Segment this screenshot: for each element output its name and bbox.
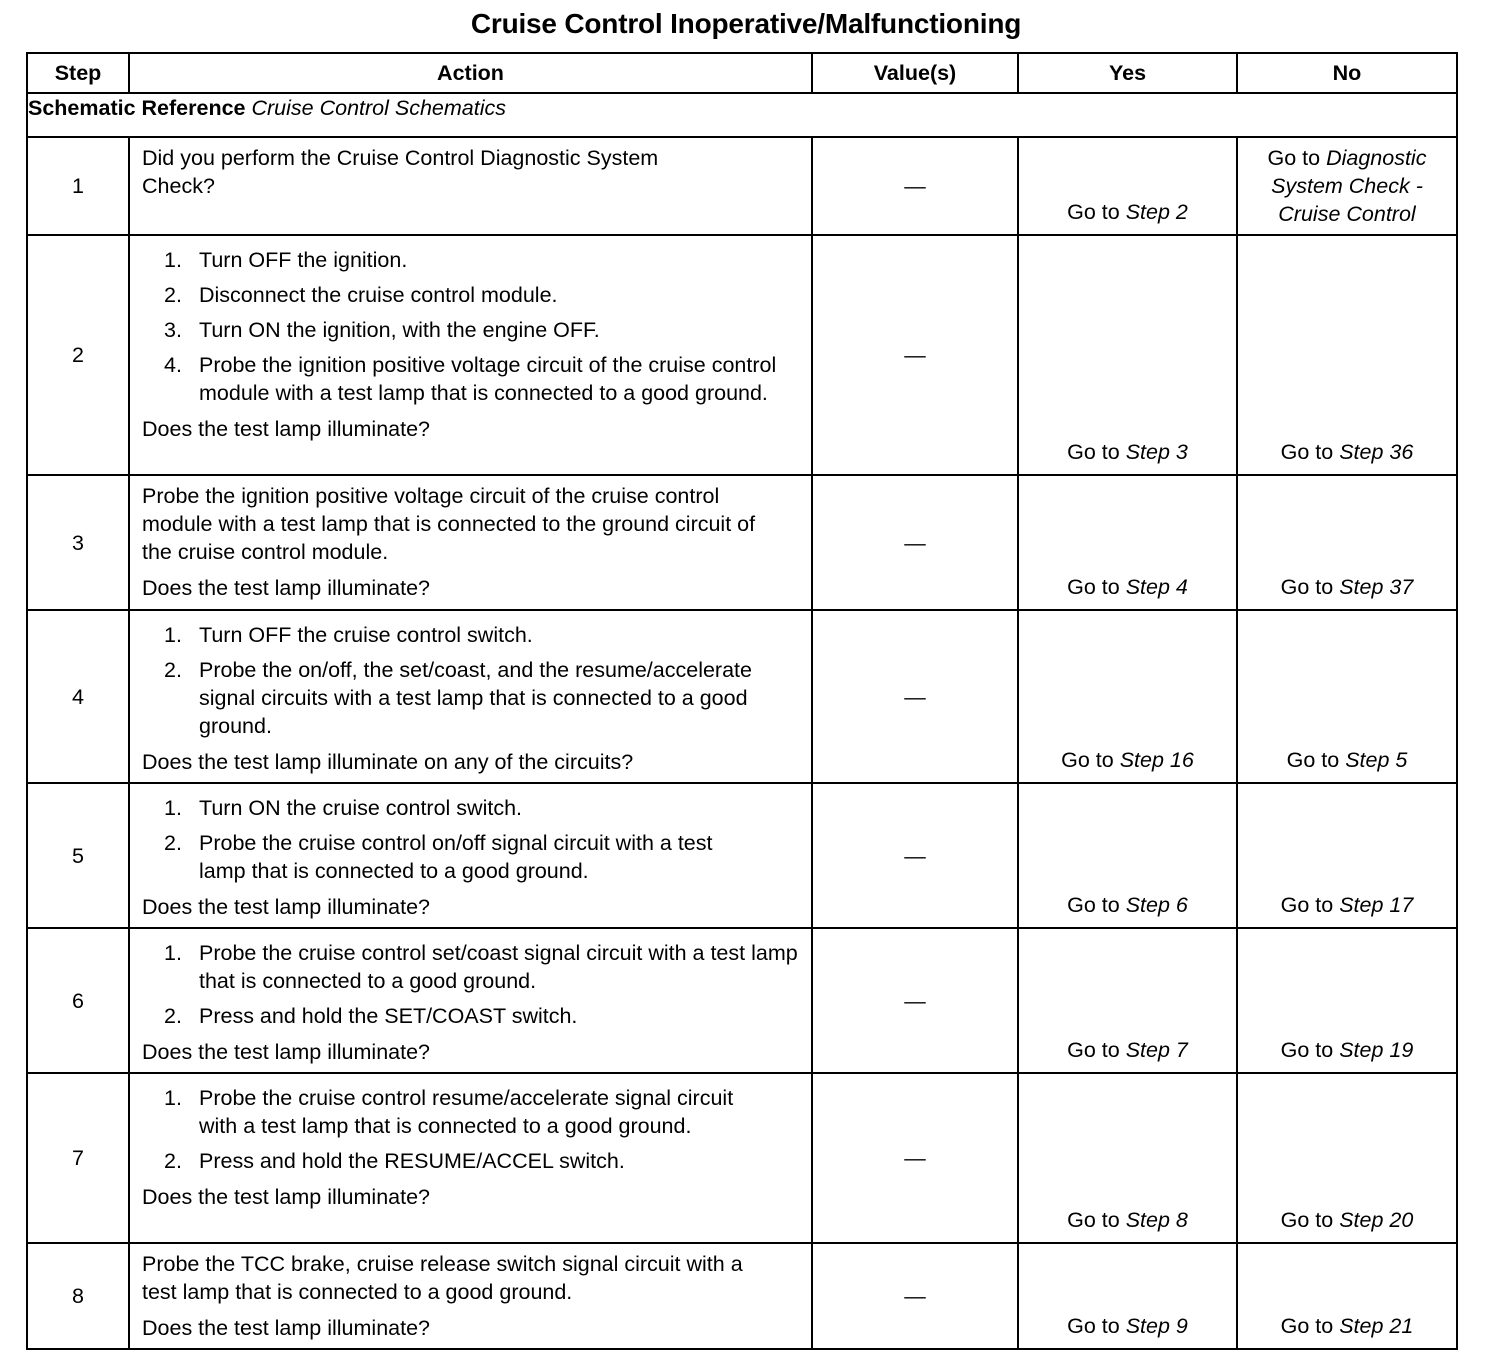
action-item: 3. Turn ON the ignition, with the engine OFF. (164, 318, 600, 342)
action-item: 4. Probe the ignition positive voltage circuit of the cruise control module with a test lamp that is connected to a good ground. (164, 353, 777, 405)
value-cell: — (812, 137, 1018, 235)
action-question: Does the test lamp illuminate on any of the circuits? (142, 750, 634, 774)
table-row (27, 928, 1457, 1073)
header-values: Value(s) (812, 53, 1018, 93)
table-row (27, 783, 1457, 928)
action-question: Does the test lamp illuminate? (142, 1316, 431, 1340)
step-number: 2 (27, 235, 129, 475)
yes-link[interactable]: Step 16 (1119, 748, 1194, 772)
value-cell: — (812, 1073, 1018, 1243)
table-row (27, 235, 1457, 475)
action-item: 1. Turn ON the cruise control switch. (164, 796, 523, 820)
action-item: 1. Turn OFF the cruise control switch. (164, 623, 533, 647)
action-item: 2. Press and hold the RESUME/ACCEL switch. (164, 1149, 625, 1173)
step-number: 3 (27, 475, 129, 610)
action-question: Does the test lamp illuminate? (142, 895, 431, 919)
step-number: 5 (27, 783, 129, 928)
no-link[interactable]: Step 20 (1339, 1208, 1414, 1232)
action-cell (129, 137, 812, 235)
step-number: 7 (27, 1073, 129, 1243)
yes-link[interactable]: Step 9 (1125, 1314, 1188, 1338)
action-cell (129, 235, 812, 475)
action-item: 2. Disconnect the cruise control module. (164, 283, 558, 307)
no-cell: Go to Step 21 (1237, 1243, 1457, 1349)
no-link[interactable]: Step 17 (1339, 893, 1414, 917)
schematic-reference-row (27, 93, 1457, 137)
action-text: Probe the ignition positive voltage circuit of the cruise control module with a test lamp that is connected to the ground circuit of the cruise control module. (142, 484, 756, 564)
no-link[interactable]: Step 37 (1339, 575, 1414, 599)
yes-cell: Go to Step 16 (1018, 610, 1237, 783)
table-row (27, 1243, 1457, 1349)
table-row (27, 475, 1457, 610)
no-link[interactable]: Diagnostic (1326, 146, 1427, 170)
no-cell: Go to Step 5 (1237, 610, 1457, 783)
value-cell: — (812, 1243, 1018, 1349)
action-item: 2. Probe the cruise control on/off signal circuit with a test lamp that is connected to a good ground. (164, 831, 713, 883)
table-row (27, 1073, 1457, 1243)
action-cell (129, 1073, 812, 1243)
action-question: Does the test lamp illuminate? (142, 1040, 431, 1064)
no-cell: Go to Step 37 (1237, 475, 1457, 610)
yes-cell: Go to Step 4 (1018, 475, 1237, 610)
yes-cell: Go to Step 6 (1018, 783, 1237, 928)
action-cell (129, 475, 812, 610)
step-number: 6 (27, 928, 129, 1073)
action-cell (129, 783, 812, 928)
table-row (27, 137, 1457, 235)
yes-cell: Go to Step 3 (1018, 235, 1237, 475)
yes-link[interactable]: Step 2 (1125, 200, 1188, 224)
action-question: Does the test lamp illuminate? (142, 576, 431, 600)
action-question: Does the test lamp illuminate? (142, 417, 431, 441)
yes-link[interactable]: Step 4 (1125, 575, 1188, 599)
no-link[interactable]: Step 5 (1345, 748, 1408, 772)
yes-link[interactable]: Step 3 (1125, 440, 1188, 464)
action-item: 2. Probe the on/off, the set/coast, and the resume/accelerate signal circuits with a test lamp that is connected to a good ground. (164, 658, 752, 738)
value-cell: — (812, 783, 1018, 928)
action-cell (129, 1243, 812, 1349)
yes-link[interactable]: Step 6 (1125, 893, 1188, 917)
no-link[interactable]: Step 36 (1339, 440, 1414, 464)
no-cell: Go to Step 20 (1237, 1073, 1457, 1243)
header-yes: Yes (1018, 53, 1237, 93)
yes-cell: Go to Step 8 (1018, 1073, 1237, 1243)
action-item: 1. Turn OFF the ignition. (164, 248, 408, 272)
action-item: 2. Press and hold the SET/COAST switch. (164, 1004, 578, 1028)
yes-link[interactable]: Step 7 (1125, 1038, 1188, 1062)
step-number: 4 (27, 610, 129, 783)
action-cell (129, 610, 812, 783)
action-text: Probe the TCC brake, cruise release switch signal circuit with a test lamp that is connected to a good ground. (142, 1252, 743, 1304)
action-cell (129, 928, 812, 1073)
value-cell: — (812, 928, 1018, 1073)
value-cell: — (812, 235, 1018, 475)
step-number: 8 (27, 1243, 129, 1349)
no-link[interactable]: Step 21 (1339, 1314, 1414, 1338)
action-question: Does the test lamp illuminate? (142, 1185, 431, 1209)
schematic-reference-label: Schematic Reference (28, 96, 246, 120)
page-title: Cruise Control Inoperative/Malfunctioning (470, 8, 1022, 39)
value-cell: — (812, 475, 1018, 610)
header-row (27, 53, 1457, 93)
no-cell: Go to Step 19 (1237, 928, 1457, 1073)
header-no: No (1237, 53, 1457, 93)
diagnostic-table (26, 52, 1458, 1350)
step-number: 1 (27, 137, 129, 235)
value-cell: — (812, 610, 1018, 783)
action-text: Did you perform the Cruise Control Diagnostic System Check? (142, 146, 659, 198)
table-row (27, 610, 1457, 783)
yes-link[interactable]: Step 8 (1125, 1208, 1188, 1232)
header-step: Step (27, 53, 129, 93)
yes-cell: Go to Step 9 (1018, 1243, 1237, 1349)
action-item: 1. Probe the cruise control set/coast signal circuit with a test lamp that is connected to a good ground. (164, 941, 798, 993)
header-action: Action (129, 53, 812, 93)
no-cell: Go to Diagnostic System Check - Cruise Control (1237, 137, 1457, 235)
action-item: 1. Probe the cruise control resume/accelerate signal circuit with a test lamp that is connected to a good ground. (164, 1086, 734, 1138)
no-cell: Go to Step 17 (1237, 783, 1457, 928)
yes-cell: Go to Step 2 (1018, 137, 1237, 235)
schematic-reference-link[interactable]: Cruise Control Schematics (251, 96, 506, 120)
no-link[interactable]: Step 19 (1339, 1038, 1414, 1062)
no-cell: Go to Step 36 (1237, 235, 1457, 475)
yes-cell: Go to Step 7 (1018, 928, 1237, 1073)
